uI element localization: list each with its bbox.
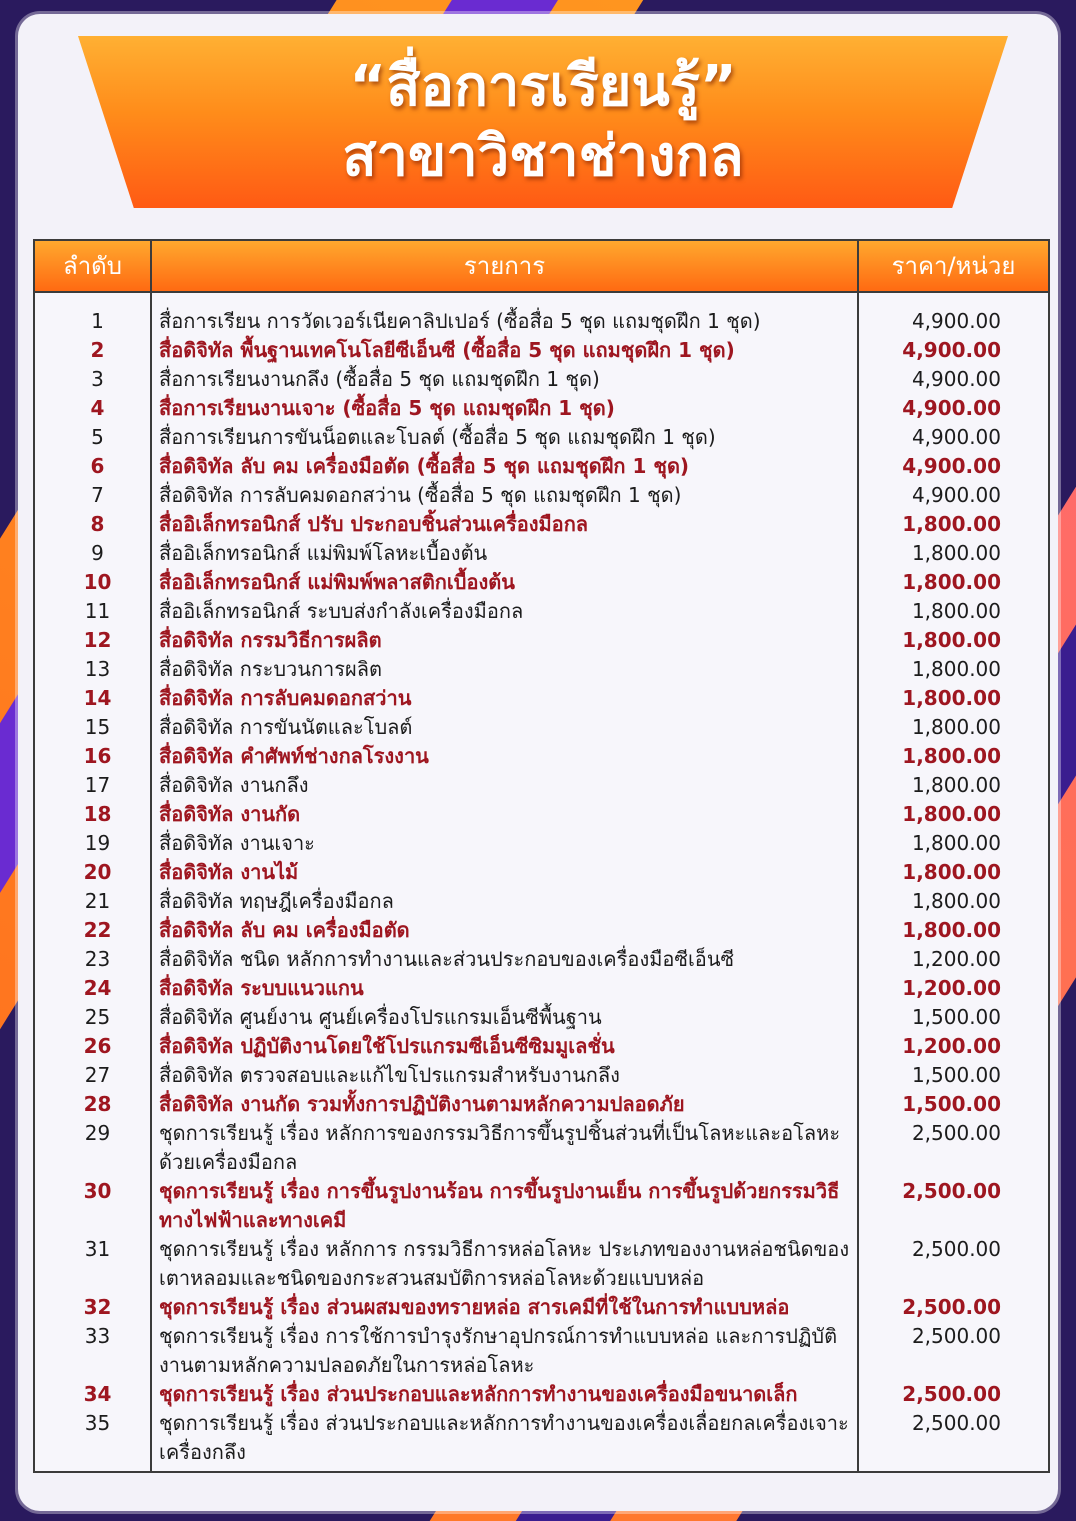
table-row	[35, 916, 1048, 945]
row-item: สื่อดิจิทัล ลับ คม เครื่องมือตัด	[159, 918, 410, 942]
header-item: รายการ	[463, 252, 546, 280]
table-row	[35, 1119, 1048, 1177]
row-number: 16	[83, 744, 112, 768]
row-item: สื่อดิจิทัล คำศัพท์ช่างกลโรงงาน	[159, 744, 429, 768]
table-row	[35, 713, 1048, 742]
row-price: 4,900.00	[911, 367, 1001, 391]
row-number: 2	[90, 338, 105, 362]
row-item: สื่อดิจิทัล ชนิด หลักการทำงานและส่วนประกอบของเครื่องมือซีเอ็นซี	[159, 947, 735, 971]
row-number: 33	[84, 1324, 111, 1348]
header-no: ลำดับ	[62, 252, 122, 280]
row-item: สื่อดิจิทัล การขันนัตและโบลต์	[159, 715, 413, 739]
row-number: 12	[83, 628, 112, 652]
table-row	[35, 1003, 1048, 1032]
table-row	[35, 1322, 1048, 1380]
row-number: 30	[83, 1179, 112, 1203]
row-price: 1,500.00	[911, 1063, 1001, 1087]
table-row	[35, 945, 1048, 974]
row-price: 2,500.00	[911, 1237, 1001, 1261]
table-row	[35, 423, 1048, 452]
row-number: 7	[91, 483, 104, 507]
row-item: ชุดการเรียนรู้ เรื่อง ส่วนประกอบและหลักการทำงานของเครื่องเลื่อยกลเครื่องเจาะ เครื่องกลึง	[159, 1411, 849, 1464]
row-price: 1,800.00	[902, 686, 1001, 710]
row-price: 2,500.00	[902, 1179, 1001, 1203]
row-price: 4,900.00	[911, 425, 1001, 449]
table-row	[35, 684, 1048, 713]
row-item: ชุดการเรียนรู้ เรื่อง หลักการของกรรมวิธีการขึ้นรูปชิ้นส่วนที่เป็นโลหะและอโลหะด้วยเครื่องมือกล	[159, 1121, 841, 1174]
row-price: 1,500.00	[902, 1092, 1001, 1116]
row-price: 1,800.00	[902, 918, 1001, 942]
row-item: สื่อดิจิทัล ลับ คม เครื่องมือตัด (ซื้อสื่อ 5 ชุด แถมชุดฝึก 1 ชุด)	[159, 454, 690, 478]
row-number: 9	[91, 541, 104, 565]
row-item: สื่อดิจิทัล ระบบแนวแกน	[159, 976, 364, 1000]
row-number: 3	[91, 367, 104, 391]
row-price: 4,900.00	[902, 396, 1001, 420]
table-row	[35, 1235, 1048, 1293]
table-row	[35, 452, 1048, 481]
table-row	[35, 307, 1048, 336]
row-number: 13	[84, 657, 111, 681]
table-row	[35, 1293, 1048, 1322]
row-item: สื่ออิเล็กทรอนิกส์ แม่พิมพ์พลาสติกเบื้องต้น	[159, 570, 515, 594]
row-price: 2,500.00	[911, 1121, 1001, 1145]
table-row	[35, 1090, 1048, 1119]
row-number: 35	[84, 1411, 111, 1435]
row-price: 1,800.00	[911, 599, 1001, 623]
table-body	[35, 307, 1048, 1467]
table-row	[35, 829, 1048, 858]
row-number: 20	[83, 860, 112, 884]
table-header	[35, 241, 1048, 293]
row-item: สื่อดิจิทัล งานกัด รวมทั้งการปฏิบัติงานตามหลักความปลอดภัย	[159, 1092, 685, 1116]
row-number: 11	[84, 599, 111, 623]
row-price: 4,900.00	[911, 309, 1001, 333]
row-number: 14	[83, 686, 112, 710]
row-price: 4,900.00	[911, 483, 1001, 507]
row-item: สื่ออิเล็กทรอนิกส์ แม่พิมพ์โลหะเบื้องต้น	[159, 541, 488, 565]
row-number: 22	[83, 918, 112, 942]
row-price: 2,500.00	[902, 1382, 1001, 1406]
row-price: 1,200.00	[911, 947, 1001, 971]
row-item: สื่อดิจิทัล พื้นฐานเทคโนโลยีซีเอ็นซี (ซื้อสื่อ 5 ชุด แถมชุดฝึก 1 ชุด)	[159, 338, 735, 362]
row-item: สื่อดิจิทัล งานไม้	[159, 860, 299, 884]
banner-title-line2: สาขาวิชาช่างกล	[342, 124, 744, 189]
row-number: 10	[83, 570, 112, 594]
row-item: สื่ออิเล็กทรอนิกส์ ปรับ ประกอบชิ้นส่วนเครื่องมือกล	[159, 512, 589, 536]
row-price: 1,200.00	[902, 976, 1001, 1000]
row-price: 2,500.00	[911, 1324, 1001, 1348]
row-item: ชุดการเรียนรู้ เรื่อง การขึ้นรูปงานร้อน การขึ้นรูปงานเย็น การขึ้นรูปด้วยกรรมวิธีทางไฟฟ้าและทางเคมี	[159, 1179, 840, 1232]
row-item: สื่อดิจิทัล การลับคมดอกสว่าน	[159, 686, 412, 710]
banner-title-line1: “สื่อการเรียนรู้”	[349, 54, 737, 119]
row-number: 26	[83, 1034, 112, 1058]
table-row	[35, 1032, 1048, 1061]
row-number: 18	[83, 802, 112, 826]
table-row	[35, 1177, 1048, 1235]
row-item: สื่อการเรียน การวัดเวอร์เนียคาลิปเปอร์ (ซื้อสื่อ 5 ชุด แถมชุดฝึก 1 ชุด)	[159, 309, 761, 333]
row-price: 1,800.00	[902, 860, 1001, 884]
row-number: 23	[84, 947, 111, 971]
row-number: 32	[83, 1295, 112, 1319]
row-item: สื่ออิเล็กทรอนิกส์ ระบบส่งกำลังเครื่องมือกล	[159, 599, 524, 623]
table-row	[35, 887, 1048, 916]
row-item: สื่อดิจิทัล กรรมวิธีการผลิต	[159, 628, 382, 652]
row-item: สื่อดิจิทัล ศูนย์งาน ศูนย์เครื่องโปรแกรมเอ็นซีพื้นฐาน	[159, 1005, 602, 1029]
row-item: สื่อดิจิทัล การลับคมดอกสว่าน (ซื้อสื่อ 5 ชุด แถมชุดฝึก 1 ชุด)	[159, 483, 682, 507]
row-item: สื่อดิจิทัล งานกลึง	[159, 773, 309, 797]
table-row	[35, 626, 1048, 655]
row-number: 6	[90, 454, 105, 478]
row-price: 1,800.00	[911, 773, 1001, 797]
row-item: ชุดการเรียนรู้ เรื่อง ส่วนผสมของทรายหล่อ สารเคมีที่ใช้ในการทำแบบหล่อ	[159, 1295, 790, 1319]
row-price: 1,800.00	[911, 657, 1001, 681]
row-price: 1,800.00	[902, 570, 1001, 594]
price-table	[33, 239, 1050, 1473]
table-row	[35, 510, 1048, 539]
row-item: สื่อดิจิทัล ตรวจสอบและแก้ไขโปรแกรมสำหรับงานกลึง	[159, 1063, 620, 1087]
row-price: 1,800.00	[911, 889, 1001, 913]
table-row	[35, 394, 1048, 423]
row-price: 1,200.00	[902, 1034, 1001, 1058]
row-number: 1	[91, 309, 104, 333]
row-item: สื่อดิจิทัล กระบวนการผลิต	[159, 657, 382, 681]
row-number: 29	[84, 1121, 111, 1145]
row-price: 4,900.00	[902, 338, 1001, 362]
row-number: 19	[84, 831, 111, 855]
table-row	[35, 655, 1048, 684]
table-row	[35, 800, 1048, 829]
row-number: 24	[83, 976, 112, 1000]
row-number: 5	[91, 425, 104, 449]
row-item: สื่อดิจิทัล ทฤษฎีเครื่องมือกล	[159, 889, 394, 913]
row-price: 2,500.00	[911, 1411, 1001, 1435]
row-item: ชุดการเรียนรู้ เรื่อง ส่วนประกอบและหลักการทำงานของเครื่องมือขนาดเล็ก	[159, 1382, 798, 1406]
row-price: 1,800.00	[911, 541, 1001, 565]
row-price: 1,500.00	[911, 1005, 1001, 1029]
table-row	[35, 858, 1048, 887]
table-row	[35, 771, 1048, 800]
row-price: 1,800.00	[902, 744, 1001, 768]
row-number: 17	[84, 773, 111, 797]
row-number: 21	[84, 889, 111, 913]
row-number: 8	[90, 512, 105, 536]
row-price: 1,800.00	[911, 831, 1001, 855]
row-number: 4	[90, 396, 105, 420]
row-item: สื่อดิจิทัล งานกัด	[159, 802, 301, 826]
banner-title	[78, 52, 1008, 192]
row-price: 2,500.00	[902, 1295, 1001, 1319]
table-row	[35, 539, 1048, 568]
table-row	[35, 1380, 1048, 1409]
row-price: 1,800.00	[911, 715, 1001, 739]
row-number: 28	[83, 1092, 112, 1116]
row-item: สื่อดิจิทัล งานเจาะ	[159, 831, 315, 855]
row-price: 1,800.00	[902, 628, 1001, 652]
row-number: 15	[84, 715, 111, 739]
row-item: ชุดการเรียนรู้ เรื่อง การใช้การบำรุงรักษาอุปกรณ์การทำแบบหล่อ และการปฏิบัติงานตามหลักความปลอดภัยในการหล่อโลหะ	[159, 1324, 838, 1377]
table-row	[35, 336, 1048, 365]
row-price: 1,800.00	[902, 802, 1001, 826]
row-price: 4,900.00	[902, 454, 1001, 478]
row-item: ชุดการเรียนรู้ เรื่อง หลักการ กรรมวิธีการหล่อโลหะ ประเภทของงานหล่อชนิดของเตาหลอมและชนิดของกระสวนสมบัติการหล่อโลหะด้วยแบบหล่อ	[159, 1237, 850, 1290]
row-item: สื่อการเรียนการขันน็อตและโบลต์ (ซื้อสื่อ 5 ชุด แถมชุดฝึก 1 ชุด)	[159, 425, 716, 449]
table-row	[35, 974, 1048, 1003]
row-number: 34	[83, 1382, 112, 1406]
table-row	[35, 365, 1048, 394]
row-number: 31	[84, 1237, 111, 1261]
table-row	[35, 481, 1048, 510]
table-row	[35, 597, 1048, 626]
row-price: 1,800.00	[902, 512, 1001, 536]
row-item: สื่อการเรียนงานกลึง (ซื้อสื่อ 5 ชุด แถมชุดฝึก 1 ชุด)	[159, 367, 600, 391]
row-item: สื่อดิจิทัล ปฏิบัติงานโดยใช้โปรแกรมซีเอ็นซีซิมมูเลชั่น	[159, 1034, 615, 1058]
table-row	[35, 1409, 1048, 1467]
table-row	[35, 568, 1048, 597]
row-number: 25	[84, 1005, 111, 1029]
table-row	[35, 742, 1048, 771]
row-number: 27	[84, 1063, 111, 1087]
header-price: ราคา/หน่วย	[891, 252, 1016, 280]
table-row	[35, 1061, 1048, 1090]
row-item: สื่อการเรียนงานเจาะ (ซื้อสื่อ 5 ชุด แถมชุดฝึก 1 ชุด)	[159, 396, 615, 420]
